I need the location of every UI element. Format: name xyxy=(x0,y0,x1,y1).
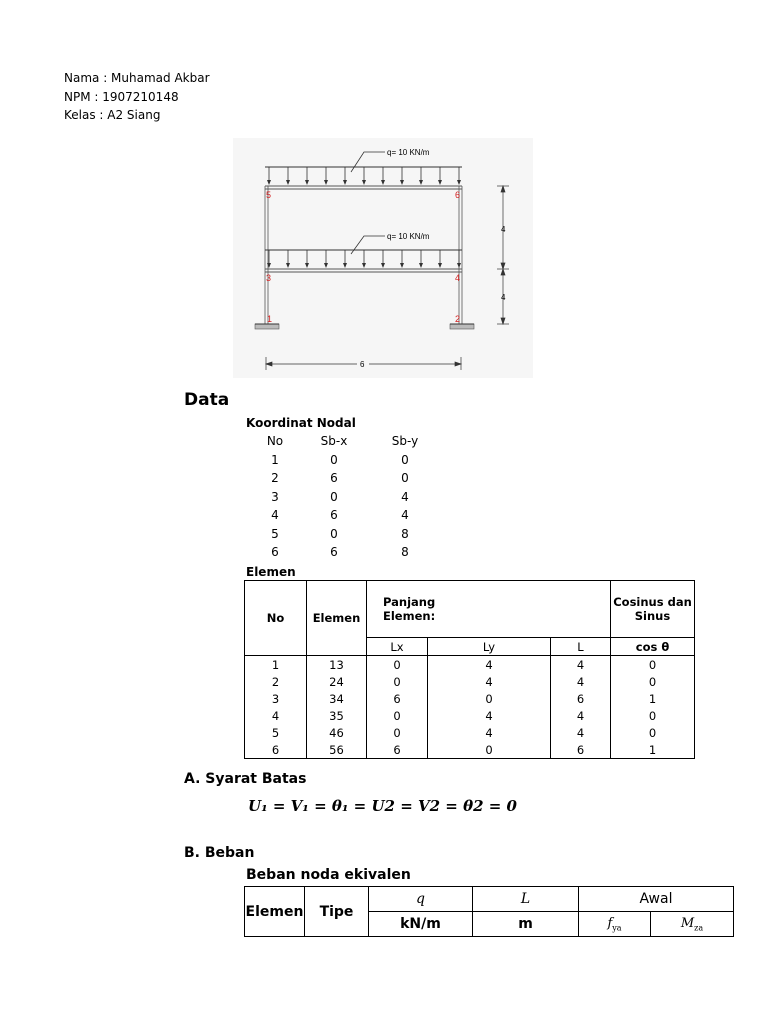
elemen-cell: 0 xyxy=(367,656,428,674)
elemen-cell: 4 xyxy=(551,724,611,741)
frame-structure-diagram xyxy=(233,138,533,378)
nodal-header-sbx: Sb-x xyxy=(320,434,348,449)
student-name: Nama : Muhamad Akbar xyxy=(64,71,210,85)
elemen-cell: 0 xyxy=(367,673,428,690)
elemen-cell: 4 xyxy=(551,656,611,674)
load-arrow-head xyxy=(419,263,423,268)
load-arrow-head xyxy=(267,180,271,185)
beban-header-fya: $f_{ya}$ xyxy=(579,912,651,937)
load-arrow-head xyxy=(362,180,366,185)
load-arrow-head xyxy=(419,180,423,185)
node-label-4: 4 xyxy=(455,273,461,283)
dim-label-lower: 4 xyxy=(501,293,506,302)
elemen-cell: 6 xyxy=(245,741,307,759)
elemen-title: Elemen xyxy=(246,565,296,579)
nodal-header-sby: Sb-y xyxy=(391,434,419,449)
elemen-cell: 34 xyxy=(307,690,367,707)
nodal-coordinates-table xyxy=(246,432,446,562)
elemen-cell: 0 xyxy=(428,741,551,759)
node-label-1: 1 xyxy=(267,314,273,324)
load-arrow-head xyxy=(457,263,461,268)
elemen-cell: 56 xyxy=(307,741,367,759)
nodal-header-no: No xyxy=(266,434,284,449)
elemen-header-l: L xyxy=(551,638,611,656)
nodal-cell: 6 xyxy=(330,508,338,523)
beban-header-mza: $M_{za}$ xyxy=(651,912,734,937)
elemen-row xyxy=(245,741,695,759)
nodal-coordinates-title: Koordinat Nodal xyxy=(246,416,356,430)
node-label-5: 5 xyxy=(266,190,272,200)
elemen-cell: 6 xyxy=(367,690,428,707)
load-arrow-head xyxy=(438,180,442,185)
elemen-row xyxy=(245,724,695,741)
elemen-cell: 1 xyxy=(245,656,307,674)
load-arrows-top xyxy=(267,167,461,185)
elemen-cell: 0 xyxy=(367,724,428,741)
nodal-cell: 8 xyxy=(401,526,409,541)
beban-header-tipe: Tipe xyxy=(305,887,369,937)
nodal-cell: 4 xyxy=(271,508,279,523)
load-arrow-head xyxy=(343,180,347,185)
elemen-cell: 35 xyxy=(307,707,367,724)
dim-label-upper: 4 xyxy=(501,225,506,234)
nodal-row xyxy=(246,525,446,544)
nodal-cell: 5 xyxy=(271,526,279,541)
elemen-cell: 0 xyxy=(611,707,695,724)
beban-header-l: L xyxy=(473,887,579,912)
nodal-row xyxy=(246,543,446,562)
elemen-cell: 1 xyxy=(611,741,695,759)
elemen-header-cos: cos θ xyxy=(611,638,695,656)
beban-header-elemen: Elemen xyxy=(245,887,305,937)
section-title-syarat-batas: A. Syarat Batas xyxy=(184,771,307,787)
beban-header-q: q xyxy=(369,887,473,912)
node-label-6: 6 xyxy=(455,190,461,200)
elemen-cell: 2 xyxy=(245,673,307,690)
support-right xyxy=(450,324,474,329)
load-label-middle: q= 10 KN/m xyxy=(387,232,430,241)
nodal-cell: 6 xyxy=(271,545,279,560)
elemen-cell: 4 xyxy=(551,707,611,724)
student-info xyxy=(64,69,210,125)
elemen-cell: 4 xyxy=(428,724,551,741)
elemen-cell: 3 xyxy=(245,690,307,707)
elemen-header-elemen: Elemen xyxy=(307,581,367,656)
load-arrow-head xyxy=(381,263,385,268)
elemen-cell: 46 xyxy=(307,724,367,741)
elemen-cell: 5 xyxy=(245,724,307,741)
elemen-row xyxy=(245,707,695,724)
elemen-cell: 13 xyxy=(307,656,367,674)
beban-header-awal: Awal xyxy=(579,887,734,912)
dim-label-width: 6 xyxy=(360,360,365,369)
nodal-cell: 4 xyxy=(401,489,409,504)
elemen-header-lx: Lx xyxy=(367,638,428,656)
nodal-cell: 0 xyxy=(330,489,338,504)
elemen-row xyxy=(245,656,695,674)
load-arrow-head xyxy=(438,263,442,268)
load-arrow-head xyxy=(343,263,347,268)
elemen-row xyxy=(245,673,695,690)
elemen-cell: 0 xyxy=(428,690,551,707)
load-arrow-head xyxy=(362,263,366,268)
node-label-2: 2 xyxy=(455,314,461,324)
student-npm: NPM : 1907210148 xyxy=(64,89,179,104)
elemen-table xyxy=(244,580,695,759)
nodal-cell: 8 xyxy=(401,545,409,560)
support-left xyxy=(255,324,279,329)
elemen-cell: 0 xyxy=(611,673,695,690)
elemen-header-panjang: Panjang Elemen: xyxy=(367,581,611,638)
elemen-cell: 24 xyxy=(307,673,367,690)
section-title-beban: B. Beban xyxy=(184,845,255,861)
boundary-condition-equation: U₁ = V₁ = θ₁ = U2 = V2 = θ2 = 0 xyxy=(248,797,517,815)
load-leader-top xyxy=(351,152,385,172)
load-label-top: q= 10 KN/m xyxy=(387,148,430,157)
elemen-cell: 1 xyxy=(611,690,695,707)
elemen-header-no: No xyxy=(245,581,307,656)
section-title-data: Data xyxy=(184,390,230,410)
elemen-cell: 0 xyxy=(611,724,695,741)
load-arrows-middle xyxy=(267,250,461,268)
load-arrow-head xyxy=(457,180,461,185)
load-arrow-head xyxy=(324,180,328,185)
elemen-cell: 4 xyxy=(428,656,551,674)
nodal-cell: 4 xyxy=(401,508,409,523)
nodal-cell: 0 xyxy=(401,452,409,467)
elemen-header-ly: Ly xyxy=(428,638,551,656)
load-arrow-head xyxy=(286,180,290,185)
nodal-cell: 1 xyxy=(271,452,279,467)
elemen-cell: 4 xyxy=(428,707,551,724)
load-arrow-head xyxy=(286,263,290,268)
beban-header-l-unit: m xyxy=(473,912,579,937)
elemen-header-cosinus: Cosinus dan Sinus xyxy=(611,581,695,638)
nodal-cell: 0 xyxy=(330,526,338,541)
nodal-cell: 2 xyxy=(271,471,279,486)
elemen-cell: 0 xyxy=(367,707,428,724)
nodal-cell: 6 xyxy=(330,545,338,560)
load-arrow-head xyxy=(381,180,385,185)
elemen-cell: 4 xyxy=(245,707,307,724)
elemen-cell: 6 xyxy=(551,741,611,759)
load-arrow-head xyxy=(400,180,404,185)
elemen-cell: 0 xyxy=(611,656,695,674)
nodal-row xyxy=(246,506,446,525)
nodal-cell: 6 xyxy=(330,471,338,486)
student-class: Kelas : A2 Siang xyxy=(64,108,161,122)
load-leader-middle xyxy=(351,236,385,254)
nodal-row xyxy=(246,469,446,488)
elemen-cell: 4 xyxy=(551,673,611,690)
nodal-row xyxy=(246,451,446,470)
nodal-cell: 3 xyxy=(271,489,279,504)
load-arrow-head xyxy=(305,263,309,268)
nodal-cell: 0 xyxy=(401,471,409,486)
nodal-cell: 0 xyxy=(330,452,338,467)
dimension-vertical xyxy=(497,186,509,324)
node-label-3: 3 xyxy=(266,273,272,283)
beban-table xyxy=(244,886,734,937)
elemen-cell: 6 xyxy=(551,690,611,707)
load-arrow-head xyxy=(305,180,309,185)
load-arrow-head xyxy=(324,263,328,268)
elemen-row xyxy=(245,690,695,707)
load-arrow-head xyxy=(400,263,404,268)
nodal-row xyxy=(246,488,446,507)
beban-header-q-unit: kN/m xyxy=(369,912,473,937)
beban-noda-ekivalen-title: Beban noda ekivalen xyxy=(246,867,411,883)
elemen-cell: 6 xyxy=(367,741,428,759)
elemen-cell: 4 xyxy=(428,673,551,690)
